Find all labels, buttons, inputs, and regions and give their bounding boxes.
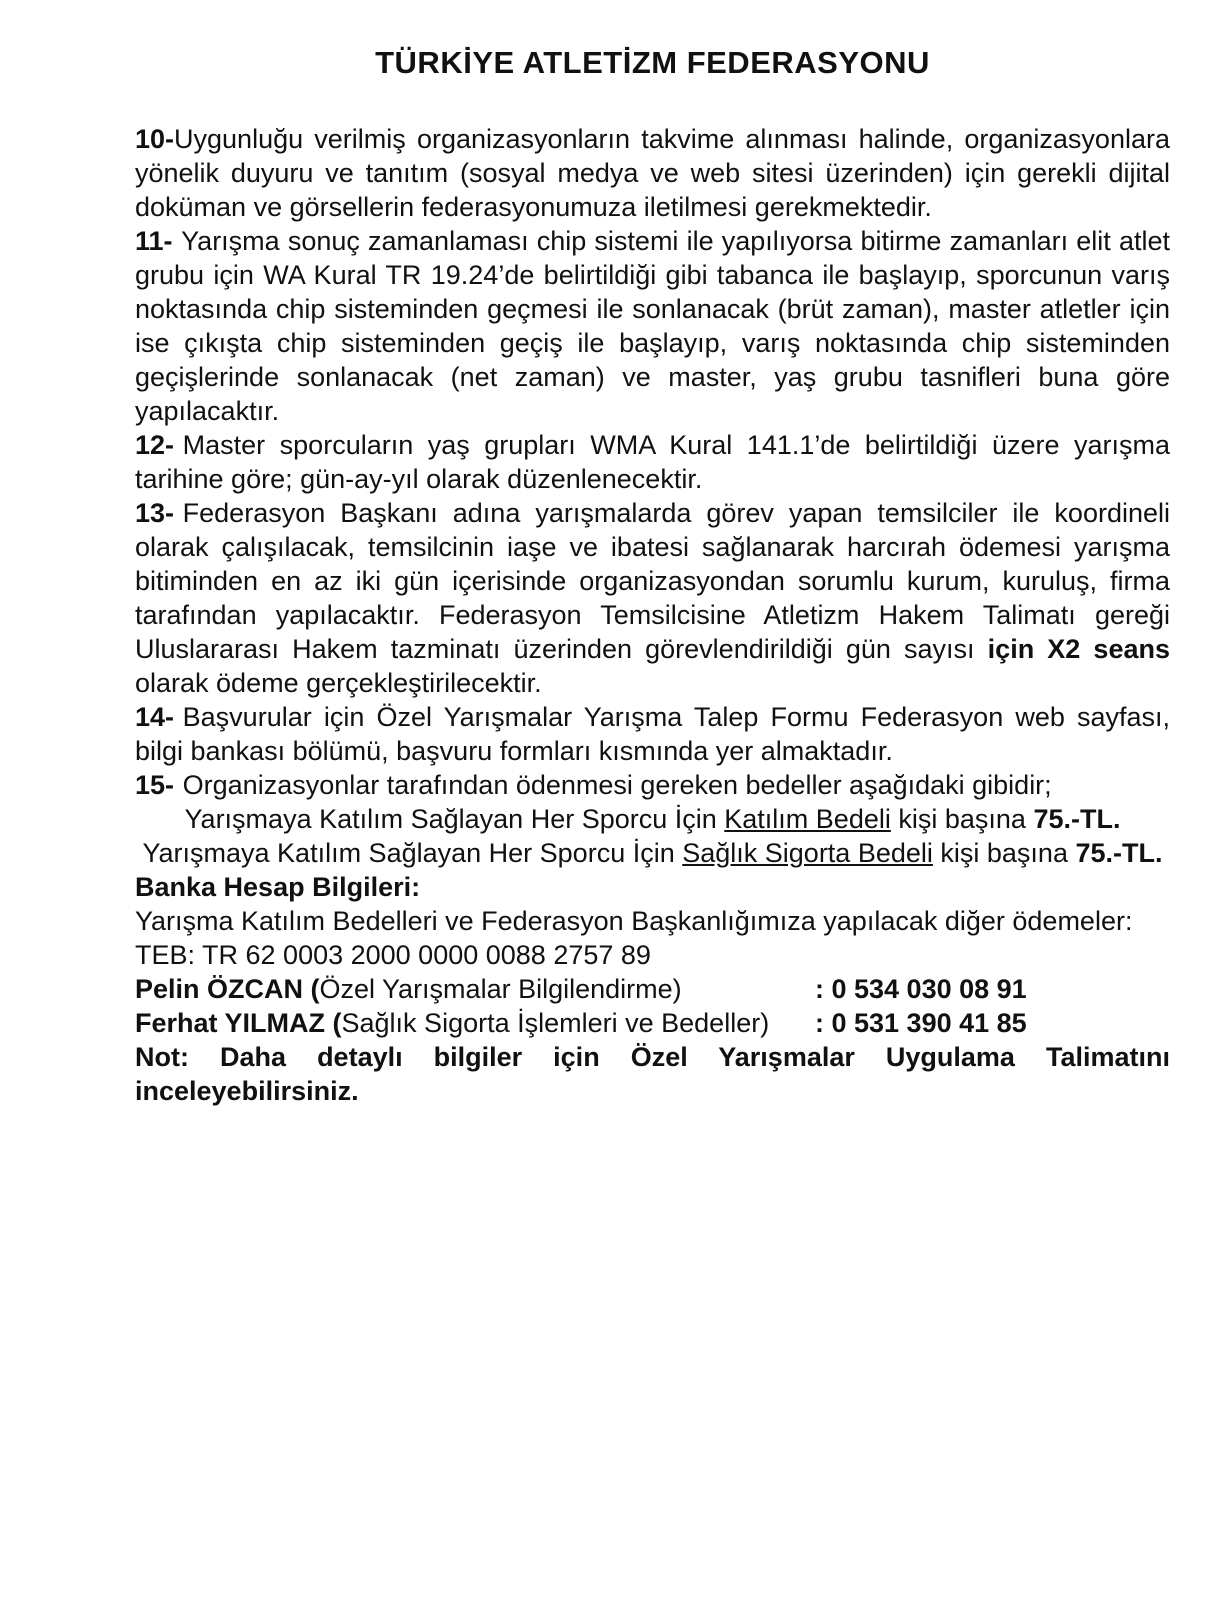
bank-info-description: Yarışma Katılım Bedelleri ve Federasyon Başkanlığımıza yapılacak diğer ödemeler: <box>135 906 1133 936</box>
contact-pelin-phone: : 0 534 030 08 91 <box>815 974 1027 1004</box>
paragraph-13-bold-phrase: için X2 seans <box>987 634 1170 664</box>
contact-ferhat-phone: : 0 531 390 41 85 <box>815 1008 1027 1038</box>
bank-iban-line: TEB: TR 62 0003 2000 0000 0088 2757 89 <box>135 940 651 970</box>
paragraph-13 <box>135 496 1170 700</box>
paragraph-13-text: Federasyon Başkanı adına yarışmalarda görev yapan temsilciler ile koordineli olarak çalışılacak, temsilcinin iaşe ve ibatesi sağlanarak harcırah ödemesi yarışma bitiminden en az iki gün içerisinde organizasyondan sorumlu kurum, kuruluş, firma tarafından yapılacaktır. Federasyon Temsilcisine Atletizm Hakem Talimatı gereği Uluslararası Hakem tazminatı üzerinden görevlendirildiği gün sayısı <box>135 498 1170 664</box>
paragraph-15-text: Organizasyonlar tarafından ödenmesi gereken bedeller aşağıdaki gibidir; <box>182 770 1052 800</box>
paragraph-15-number: 15- <box>135 770 175 800</box>
fee-line-insurance-pre: Yarışmaya Katılım Sağlayan Her Sporcu İçin <box>142 838 683 868</box>
fee-line-insurance-mid: kişi başına <box>932 838 1076 868</box>
paragraph-11-number: 11- <box>135 226 173 256</box>
fee-line-participation-term: Katılım Bedeli <box>724 804 891 834</box>
paragraph-12 <box>135 428 1170 496</box>
paragraph-15 <box>135 768 1170 802</box>
paragraph-10-number: 10- <box>135 124 175 154</box>
note-text: Daha detaylı bilgiler için Özel Yarışmalar Uygulama Talimatını inceleyebilirsiniz. <box>135 1042 1170 1106</box>
contact-row-ferhat <box>135 1006 1170 1040</box>
paragraph-12-text: Master sporcuların yaş grupları WMA Kural 141.1’de belirtildiği üzere yarışma tarihine göre; gün-ay-yıl olarak düzenlenecektir. <box>135 430 1170 494</box>
paragraph-10 <box>135 122 1170 224</box>
paragraph-12-number: 12- <box>135 430 175 460</box>
paragraph-14-text: Başvurular için Özel Yarışmalar Yarışma Talep Formu Federasyon web sayfası, bilgi bankası bölümü, başvuru formları kısmında yer almaktadır. <box>135 702 1170 766</box>
fee-line-insurance <box>135 836 1170 870</box>
fee-line-participation-amount: 75.-TL. <box>1033 804 1121 834</box>
note-paragraph <box>135 1040 1170 1108</box>
contact-ferhat-left <box>135 1006 815 1040</box>
fee-line-insurance-term: Sağlık Sigorta Bedeli <box>682 838 933 868</box>
fee-line-participation-pre: Yarışmaya Katılım Sağlayan Her Sporcu İçin <box>184 804 725 834</box>
fee-line-insurance-amount: 75.-TL. <box>1075 838 1163 868</box>
paragraph-11-text: Yarışma sonuç zamanlaması chip sistemi ile yapılıyorsa bitirme zamanları elit atlet grubu için WA Kural TR 19.24’de belirtildiği gibi tabanca ile başlayıp, sporcunun varış noktasında chip sisteminden geçmesi ile sonlanacak (brüt zaman), master atletler için ise çıkışta chip sisteminden geçiş ile başlayıp, varış noktasında chip sisteminden geçişlerinde sonlanacak (net zaman) ve master, yaş grubu tasnifleri buna göre yapılacaktır. <box>135 226 1170 426</box>
paragraph-14 <box>135 700 1170 768</box>
contact-pelin-role: Özel Yarışmalar Bilgilendirme) <box>319 974 682 1004</box>
contact-ferhat-role: Sağlık Sigorta İşlemleri ve Bedeller) <box>341 1008 770 1038</box>
contact-row-pelin <box>135 972 1170 1006</box>
document-title: TÜRKİYE ATLETİZM FEDERASYONU <box>375 45 930 80</box>
paragraph-10-text: Uygunluğu verilmiş organizasyonların takvime alınması halinde, organizasyonlara yönelik duyuru ve tanıtım (sosyal medya ve web sitesi üzerinden) için gerekli dijital doküman ve görsellerin federasyonumuza iletilmesi gerekmektedir. <box>135 124 1170 222</box>
paragraph-14-number: 14- <box>135 702 175 732</box>
fee-line-participation <box>135 802 1170 836</box>
contact-ferhat-name: Ferhat YILMAZ ( <box>135 1008 342 1038</box>
note-label: Not: <box>135 1042 189 1072</box>
contact-pelin-left <box>135 972 815 1006</box>
paragraph-13-number: 13- <box>135 498 175 528</box>
fee-line-participation-mid: kişi başına <box>890 804 1034 834</box>
bank-info-heading: Banka Hesap Bilgileri: <box>135 872 421 902</box>
paragraph-13-text-end: olarak ödeme gerçekleştirilecektir. <box>135 668 542 698</box>
paragraph-11 <box>135 224 1170 428</box>
contact-pelin-name: Pelin ÖZCAN ( <box>135 974 320 1004</box>
